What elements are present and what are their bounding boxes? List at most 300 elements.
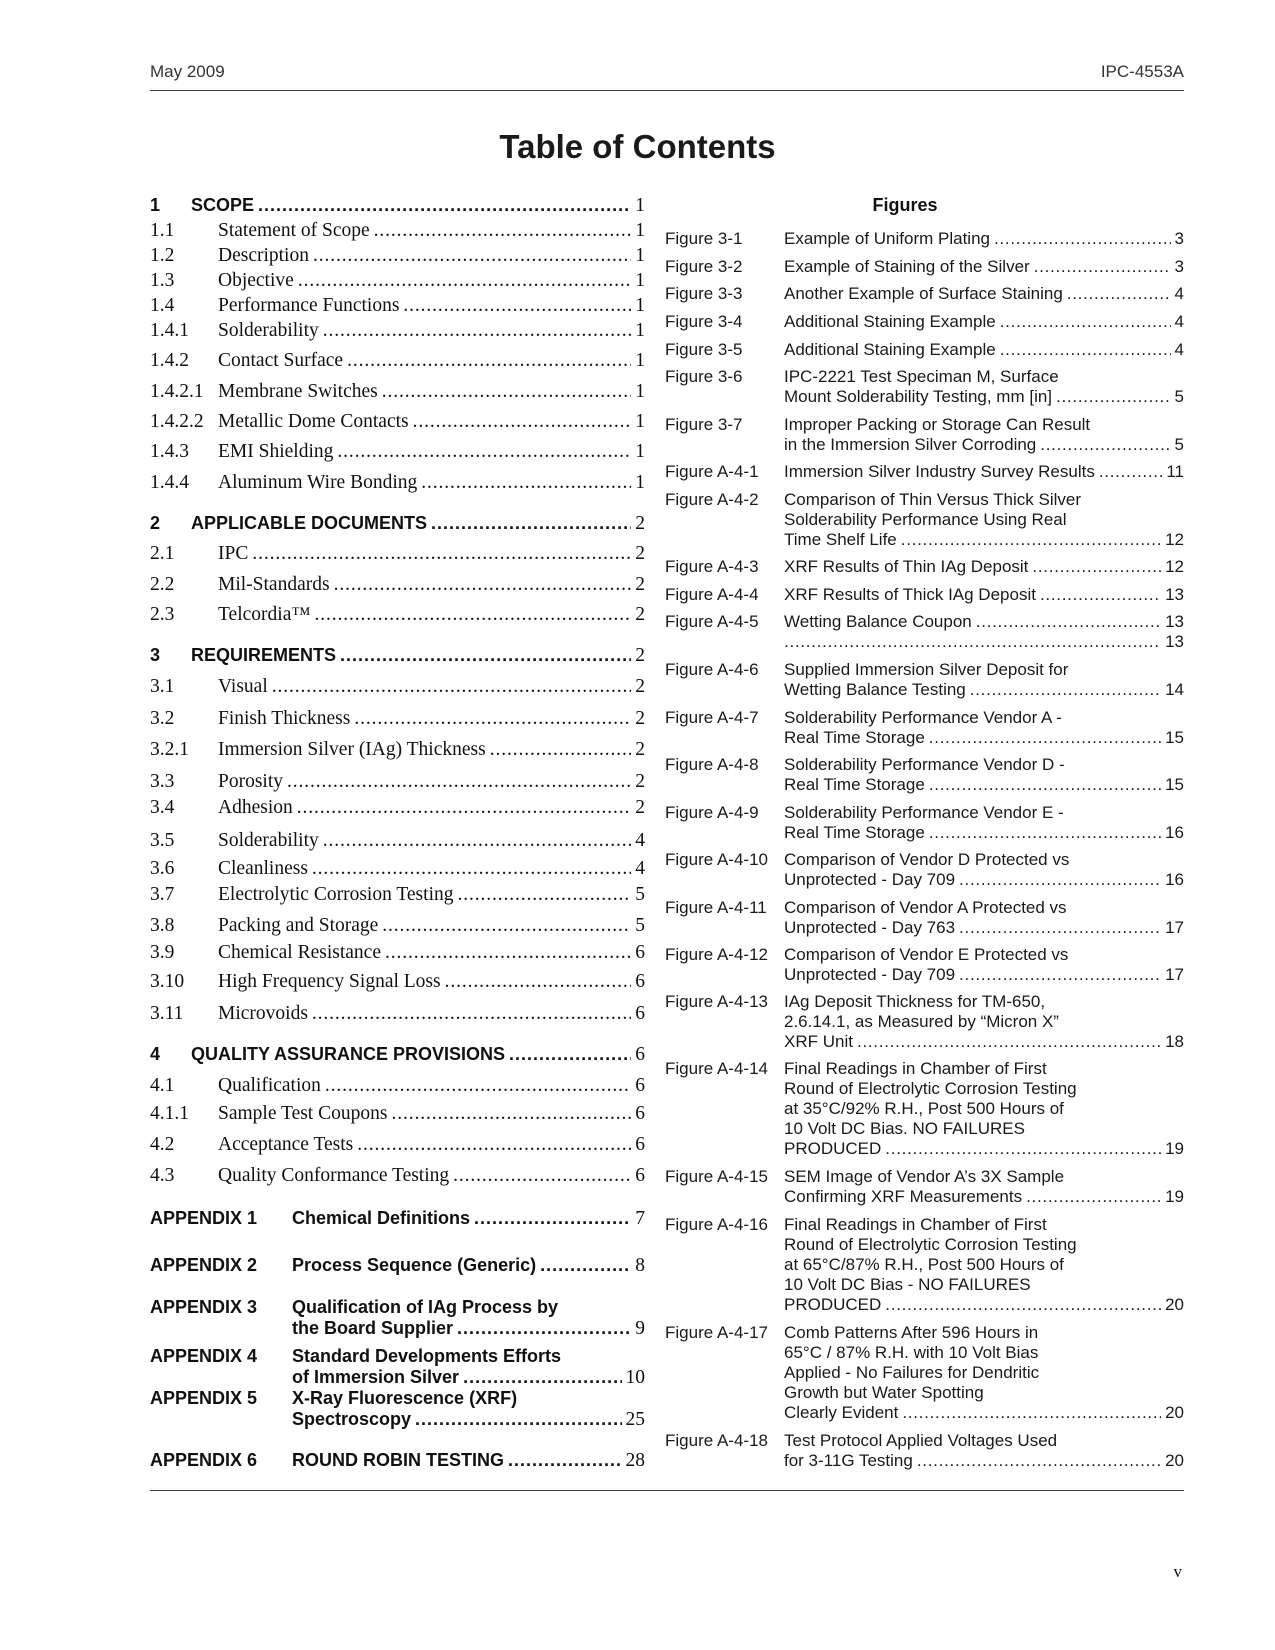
toc-entry[interactable] — [150, 441, 645, 465]
figure-page: 20 — [1165, 1295, 1184, 1314]
figure-caption: 10 Volt DC Bias. NO FAILURES — [784, 1119, 1025, 1138]
dot-leader — [298, 270, 631, 292]
appendix-title: Standard Developments Efforts — [292, 1346, 562, 1366]
toc-entry[interactable] — [150, 574, 645, 598]
figure-caption: XRF Results of Thin IAg Deposit — [784, 557, 1029, 576]
figure-caption: Wetting Balance Testing — [784, 680, 966, 699]
toc-entry-label: Performance Functions — [218, 295, 400, 316]
figure-caption: Solderability Performance Vendor A - — [784, 708, 1062, 727]
toc-entry[interactable] — [150, 472, 645, 496]
toc-entry-label: Contact Surface — [218, 350, 344, 371]
figure-number: Figure A-4-9 — [665, 803, 759, 822]
toc-entry-number: 1.4.2 — [150, 350, 189, 371]
figure-caption: Clearly Evident — [784, 1403, 899, 1422]
toc-entry-label: Porosity — [218, 771, 284, 792]
toc-entry[interactable] — [150, 858, 645, 882]
toc-entry-label: Acceptance Tests — [218, 1134, 354, 1155]
toc-entry[interactable] — [150, 739, 645, 763]
figure-page: 13 — [1165, 612, 1184, 631]
figure-caption: Applied - No Failures for Dendritic — [784, 1363, 1040, 1382]
dot-leader — [885, 1139, 1161, 1159]
dot-leader — [323, 830, 632, 852]
figure-number: Figure A-4-14 — [665, 1059, 768, 1078]
appendix-title: Spectroscopy — [292, 1409, 412, 1429]
dot-leader — [325, 1075, 631, 1097]
dot-leader — [385, 942, 631, 964]
figure-number: Figure A-4-11 — [665, 898, 767, 917]
dot-leader — [474, 1208, 631, 1229]
figure-caption: Additional Staining Example — [784, 340, 996, 359]
toc-entry-page: 2 — [635, 604, 645, 625]
dot-leader — [312, 858, 631, 880]
dot-leader — [403, 295, 631, 317]
dot-leader — [382, 915, 631, 937]
dot-leader — [413, 411, 632, 433]
toc-entry-page: 6 — [635, 1165, 645, 1186]
figure-caption: at 35°C/92% R.H., Post 500 Hours of — [784, 1099, 1064, 1118]
figure-page: 16 — [1165, 870, 1184, 889]
toc-entry-number: 2.3 — [150, 604, 175, 625]
figure-number: Figure A-4-8 — [665, 755, 759, 774]
toc-entry-label: QUALITY ASSURANCE PROVISIONS — [191, 1044, 506, 1064]
figure-caption: Unprotected - Day 709 — [784, 965, 956, 984]
toc-entry-page: 6 — [635, 942, 645, 963]
figure-number: Figure A-4-10 — [665, 850, 768, 869]
toc-entry[interactable] — [150, 411, 645, 435]
figure-caption: Supplied Immersion Silver Deposit for — [784, 660, 1069, 679]
figure-number: Figure A-4-1 — [665, 462, 759, 481]
toc-entry-label: Mil-Standards — [218, 574, 330, 595]
figure-number: Figure 3-1 — [665, 229, 743, 248]
figure-number: Figure 3-5 — [665, 340, 743, 359]
dot-leader — [347, 350, 631, 372]
figure-caption: Real Time Storage — [784, 823, 925, 842]
dot-leader — [457, 1318, 631, 1339]
toc-entry[interactable] — [150, 645, 645, 669]
toc-entry-number: 3.5 — [150, 830, 175, 851]
dot-leader — [314, 604, 631, 626]
figure-caption: IAg Deposit Thickness for TM-650, — [784, 992, 1046, 1011]
dot-leader — [901, 530, 1161, 550]
toc-entry-page: 6 — [635, 971, 645, 992]
toc-entry-number: 2.2 — [150, 574, 175, 595]
toc-entry[interactable] — [150, 270, 645, 294]
toc-entry-number: 2.1 — [150, 543, 175, 564]
dot-leader — [1056, 387, 1171, 407]
appendix-number: APPENDIX 5 — [150, 1388, 258, 1408]
dot-leader — [453, 1165, 631, 1187]
toc-entry-page: 1 — [635, 350, 645, 371]
dot-leader — [1067, 284, 1171, 304]
dot-leader — [1034, 257, 1171, 277]
toc-entry-page: 1 — [635, 320, 645, 341]
toc-entry-number: 1.3 — [150, 270, 175, 291]
figure-caption: Real Time Storage — [784, 728, 925, 747]
figure-page: 15 — [1165, 728, 1184, 747]
toc-entry-number: 3.9 — [150, 942, 175, 963]
toc-entry-page: 1 — [635, 270, 645, 291]
toc-entry[interactable] — [150, 708, 645, 732]
toc-entry-number: 1.1 — [150, 220, 175, 241]
toc-entry-number: 1.4.2.2 — [150, 411, 204, 432]
toc-entry-page: 4 — [635, 830, 645, 851]
figure-caption: Growth but Water Spotting — [784, 1383, 984, 1402]
toc-entry-number: 3 — [150, 645, 161, 665]
figure-page: 13 — [1165, 632, 1184, 651]
toc-entry-page: 6 — [635, 1075, 645, 1096]
toc-entry-number: 1.2 — [150, 245, 175, 266]
figure-caption: Test Protocol Applied Voltages Used — [784, 1431, 1058, 1450]
dot-leader — [970, 680, 1161, 700]
dot-leader — [902, 1403, 1161, 1423]
dot-leader — [374, 220, 632, 242]
toc-entry-label: Finish Thickness — [218, 708, 351, 729]
toc-entry-number: 3.7 — [150, 884, 175, 905]
dot-leader — [976, 612, 1161, 632]
dot-leader — [959, 965, 1161, 985]
dot-leader — [1099, 462, 1163, 482]
toc-entry-number: 4.1.1 — [150, 1103, 189, 1124]
header-rule — [150, 90, 1184, 91]
toc-entry-page: 1 — [635, 381, 645, 402]
toc-entry-label: Membrane Switches — [218, 381, 378, 402]
figure-caption: Comparison of Vendor A Protected vs — [784, 898, 1067, 917]
toc-entry-label: EMI Shielding — [218, 441, 334, 462]
dot-leader — [337, 441, 631, 463]
appendix-page: 25 — [625, 1409, 645, 1430]
appendix-page: 8 — [635, 1255, 645, 1276]
toc-entry-label: Solderability — [218, 830, 319, 851]
toc-entry[interactable] — [150, 971, 645, 995]
toc-entry[interactable] — [150, 1134, 645, 1158]
figure-caption: Final Readings in Chamber of First — [784, 1215, 1047, 1234]
toc-entry-label: IPC — [218, 543, 249, 564]
dot-leader — [1040, 585, 1161, 605]
dot-leader — [431, 513, 631, 534]
toc-entry-number: 3.6 — [150, 858, 175, 879]
toc-entry-page: 1 — [635, 411, 645, 432]
figure-number: Figure A-4-4 — [665, 585, 759, 604]
dot-leader — [959, 918, 1161, 938]
toc-entry-label: Quality Conformance Testing — [218, 1165, 450, 1186]
toc-entry-label: Packing and Storage — [218, 915, 379, 936]
dot-leader — [784, 632, 1161, 652]
toc-entry[interactable] — [150, 942, 645, 966]
toc-entry-label: APPLICABLE DOCUMENTS — [191, 513, 428, 533]
figure-caption: PRODUCED — [784, 1295, 882, 1314]
toc-entry[interactable] — [150, 350, 645, 374]
appendix-page: 9 — [635, 1318, 645, 1339]
figure-number: Figure 3-2 — [665, 257, 743, 276]
toc-entry-page: 6 — [635, 1044, 645, 1065]
toc-entry-number: 4.3 — [150, 1165, 175, 1186]
figure-number: Figure A-4-5 — [665, 612, 759, 631]
figure-number: Figure A-4-12 — [665, 945, 768, 964]
dot-leader — [490, 739, 632, 761]
toc-entry-number: 3.3 — [150, 771, 175, 792]
dot-leader — [929, 823, 1161, 843]
figure-number: Figure 3-3 — [665, 284, 743, 303]
toc-entry-page: 2 — [635, 771, 645, 792]
toc-entry-page: 2 — [635, 739, 645, 760]
dot-leader — [340, 645, 631, 666]
figure-caption: Unprotected - Day 763 — [784, 918, 956, 937]
toc-entry-number: 1.4.4 — [150, 472, 189, 493]
toc-entry[interactable] — [150, 771, 645, 795]
toc-entry-page: 1 — [635, 195, 645, 216]
toc-entry-number: 1.4.1 — [150, 320, 189, 341]
figure-caption: Additional Staining Example — [784, 312, 996, 331]
dot-leader — [463, 1367, 621, 1388]
figure-caption: for 3-11G Testing — [784, 1451, 913, 1470]
toc-entry-number: 4.2 — [150, 1134, 175, 1155]
toc-entry[interactable] — [150, 381, 645, 405]
dot-leader — [313, 245, 631, 267]
toc-entry-page: 2 — [635, 543, 645, 564]
toc-entry[interactable] — [150, 884, 645, 908]
figure-page: 4 — [1174, 312, 1184, 331]
toc-entry-label: Sample Test Coupons — [218, 1103, 388, 1124]
dot-leader — [1000, 340, 1171, 360]
figure-caption: Final Readings in Chamber of First — [784, 1059, 1047, 1078]
toc-entry-label: Electrolytic Corrosion Testing — [218, 884, 454, 905]
toc-entry[interactable] — [150, 604, 645, 628]
toc-entry-label: Qualification — [218, 1075, 321, 1096]
toc-entry-page: 2 — [635, 513, 645, 534]
toc-entry-label: Visual — [218, 676, 268, 697]
figure-page: 16 — [1165, 823, 1184, 842]
figure-number: Figure A-4-6 — [665, 660, 759, 679]
appendix-title: the Board Supplier — [292, 1318, 454, 1338]
dot-leader — [354, 708, 631, 730]
figure-page: 17 — [1165, 965, 1184, 984]
dot-leader — [312, 1003, 631, 1025]
toc-entry-label: SCOPE — [191, 195, 255, 215]
dot-leader — [508, 1450, 621, 1471]
appendix-number: APPENDIX 6 — [150, 1450, 258, 1470]
toc-entry[interactable] — [150, 1003, 645, 1027]
figure-caption: Round of Electrolytic Corrosion Testing — [784, 1079, 1077, 1098]
appendix-title: Qualification of IAg Process by — [292, 1297, 559, 1317]
toc-entry-number: 1 — [150, 195, 161, 215]
toc-entry[interactable] — [150, 915, 645, 939]
toc-entry[interactable] — [150, 1165, 645, 1189]
figure-caption: Solderability Performance Using Real — [784, 510, 1067, 529]
dot-leader — [540, 1255, 631, 1276]
dot-leader — [1026, 1187, 1161, 1207]
figure-page: 5 — [1174, 435, 1184, 454]
toc-entry-number: 3.10 — [150, 971, 185, 992]
appendix-title: Process Sequence (Generic) — [292, 1255, 537, 1275]
toc-entry[interactable] — [150, 295, 645, 319]
figure-page: 19 — [1165, 1139, 1184, 1158]
toc-entry[interactable] — [150, 245, 645, 269]
toc-entry-page: 4 — [635, 858, 645, 879]
toc-entry-number: 4.1 — [150, 1075, 175, 1096]
appendix-page: 7 — [635, 1208, 645, 1229]
figure-caption: Real Time Storage — [784, 775, 925, 794]
figure-page: 3 — [1174, 257, 1184, 276]
toc-entry-label: Aluminum Wire Bonding — [218, 472, 418, 493]
figure-page: 18 — [1165, 1032, 1184, 1051]
figure-caption: Confirming XRF Measurements — [784, 1187, 1023, 1206]
toc-entry-number: 3.2.1 — [150, 739, 189, 760]
figure-number: Figure A-4-18 — [665, 1431, 768, 1450]
toc-entry-number: 1.4.3 — [150, 441, 189, 462]
dot-leader — [959, 870, 1161, 890]
figure-number: Figure 3-6 — [665, 367, 743, 386]
dot-leader — [252, 543, 631, 565]
appendix-number: APPENDIX 1 — [150, 1208, 258, 1228]
page-title: Table of Contents — [499, 128, 776, 165]
figure-caption: at 65°C/87% R.H., Post 500 Hours of — [784, 1255, 1064, 1274]
figure-caption: PRODUCED — [784, 1139, 882, 1158]
figure-caption: 10 Volt DC Bias - NO FAILURES — [784, 1275, 1031, 1294]
figure-page: 15 — [1165, 775, 1184, 794]
figure-number: Figure A-4-3 — [665, 557, 759, 576]
dot-leader — [1000, 312, 1171, 332]
figure-number: Figure A-4-2 — [665, 490, 759, 509]
toc-entry-page: 1 — [635, 472, 645, 493]
toc-entry[interactable] — [150, 797, 645, 821]
figure-caption: Unprotected - Day 709 — [784, 870, 956, 889]
figure-caption: in the Immersion Silver Corroding — [784, 435, 1037, 454]
page-number: v — [1173, 1562, 1182, 1581]
appendix-page: 10 — [625, 1367, 645, 1388]
toc-entry-number: 1.4.2.1 — [150, 381, 204, 402]
figure-page: 13 — [1165, 585, 1184, 604]
figure-number: Figure 3-4 — [665, 312, 743, 331]
toc-entry[interactable] — [150, 220, 645, 244]
toc-entry-label: Statement of Scope — [218, 220, 370, 241]
figure-caption: Another Example of Surface Staining — [784, 284, 1063, 303]
toc-entry-page: 5 — [635, 884, 645, 905]
dot-leader — [334, 574, 632, 596]
dot-leader — [272, 676, 632, 698]
figure-caption: Improper Packing or Storage Can Result — [784, 415, 1091, 434]
toc-entry-label: Solderability — [218, 320, 319, 341]
toc-entry-page: 5 — [635, 915, 645, 936]
dot-leader — [929, 775, 1161, 795]
toc-entry[interactable] — [150, 543, 645, 567]
dot-leader — [857, 1032, 1161, 1052]
toc-entry[interactable] — [150, 320, 645, 344]
appendix-page: 28 — [625, 1450, 645, 1471]
toc-entry-label: Microvoids — [218, 1003, 308, 1024]
dot-leader — [421, 472, 631, 494]
toc-entry-label: REQUIREMENTS — [191, 645, 337, 665]
figure-page: 14 — [1165, 680, 1184, 699]
figure-caption: SEM Image of Vendor A’s 3X Sample — [784, 1167, 1065, 1186]
toc-entry-number: 3.8 — [150, 915, 175, 936]
figure-caption: Time Shelf Life — [784, 530, 897, 549]
dot-leader — [509, 1044, 631, 1065]
figure-caption: 2.6.14.1, as Measured by “Micron X” — [784, 1012, 1059, 1031]
toc-entry-page: 6 — [635, 1103, 645, 1124]
toc-entry[interactable] — [150, 830, 645, 854]
figure-caption: XRF Results of Thick IAg Deposit — [784, 585, 1036, 604]
dot-leader — [415, 1409, 621, 1430]
toc-entry-label: Cleanliness — [218, 858, 308, 879]
toc-entry[interactable] — [150, 676, 645, 700]
toc-entry[interactable] — [150, 195, 645, 219]
figure-caption: Comparison of Thin Versus Thick Silver — [784, 490, 1081, 509]
figure-page: 4 — [1174, 340, 1184, 359]
figure-caption: Solderability Performance Vendor D - — [784, 755, 1065, 774]
figure-page: 20 — [1165, 1451, 1184, 1470]
toc-entry-page: 2 — [635, 574, 645, 595]
figure-number: Figure 3-7 — [665, 415, 743, 434]
dot-leader — [382, 381, 631, 403]
figure-caption: Example of Staining of the Silver — [784, 257, 1030, 276]
toc-entry-label: High Frequency Signal Loss — [218, 971, 441, 992]
footer-rule — [150, 1490, 1184, 1491]
appendix-title: of Immersion Silver — [292, 1367, 460, 1387]
dot-leader — [1032, 557, 1161, 577]
toc-entry-page: 1 — [635, 245, 645, 266]
dot-leader — [323, 320, 632, 342]
figure-number: Figure A-4-7 — [665, 708, 759, 727]
dot-leader — [391, 1103, 631, 1125]
toc-entry-number: 3.4 — [150, 797, 175, 818]
toc-entry-label: Telcordia™ — [218, 604, 311, 625]
figure-caption: Solderability Performance Vendor E - — [784, 803, 1064, 822]
toc-entry-number: 1.4 — [150, 295, 175, 316]
toc-entry-label: Adhesion — [218, 797, 293, 818]
toc-entry-number: 2 — [150, 513, 161, 533]
toc-entry[interactable] — [150, 1103, 645, 1127]
figure-caption: 65°C / 87% R.H. with 10 Volt Bias — [784, 1343, 1039, 1362]
figure-caption: Comparison of Vendor E Protected vs — [784, 945, 1069, 964]
figure-page: 12 — [1165, 557, 1184, 576]
appendix-title: Chemical Definitions — [292, 1208, 471, 1228]
figure-caption: IPC-2221 Test Speciman M, Surface — [784, 367, 1059, 386]
toc-entry[interactable] — [150, 1044, 645, 1068]
dot-leader — [297, 797, 632, 819]
figure-caption: Round of Electrolytic Corrosion Testing — [784, 1235, 1077, 1254]
toc-entry-label: Description — [218, 245, 309, 266]
toc-entry-number: 3.11 — [150, 1003, 184, 1024]
toc-entry-page: 6 — [635, 1134, 645, 1155]
figure-caption: Comb Patterns After 596 Hours in — [784, 1323, 1039, 1342]
toc-entry-page: 2 — [635, 645, 645, 666]
figure-caption: Comparison of Vendor D Protected vs — [784, 850, 1070, 869]
dot-leader — [287, 771, 631, 793]
appendix-number: APPENDIX 2 — [150, 1255, 258, 1275]
figure-caption: Wetting Balance Coupon — [784, 612, 972, 631]
dot-leader — [929, 728, 1161, 748]
figure-number: Figure A-4-16 — [665, 1215, 768, 1234]
dot-leader — [1040, 435, 1170, 455]
header-doc-id: IPC-4553A — [1100, 62, 1184, 81]
toc-entry-number: 3.1 — [150, 676, 175, 697]
dot-leader — [994, 229, 1171, 249]
toc-entry[interactable] — [150, 1075, 645, 1099]
toc-entry-page: 1 — [635, 220, 645, 241]
toc-entry[interactable] — [150, 513, 645, 537]
toc-entry-number: 4 — [150, 1044, 161, 1064]
toc-entry-page: 2 — [635, 676, 645, 697]
toc-entry-label: Immersion Silver (IAg) Thickness — [218, 739, 486, 760]
toc-entry-label: Objective — [218, 270, 294, 291]
appendix-number: APPENDIX 4 — [150, 1346, 258, 1366]
appendix-title: X-Ray Fluorescence (XRF) — [292, 1388, 518, 1408]
dot-leader — [458, 884, 632, 906]
appendix-number: APPENDIX 3 — [150, 1297, 258, 1317]
toc-entry-page: 1 — [635, 441, 645, 462]
figure-number: Figure A-4-15 — [665, 1167, 768, 1186]
figure-page: 12 — [1165, 530, 1184, 549]
